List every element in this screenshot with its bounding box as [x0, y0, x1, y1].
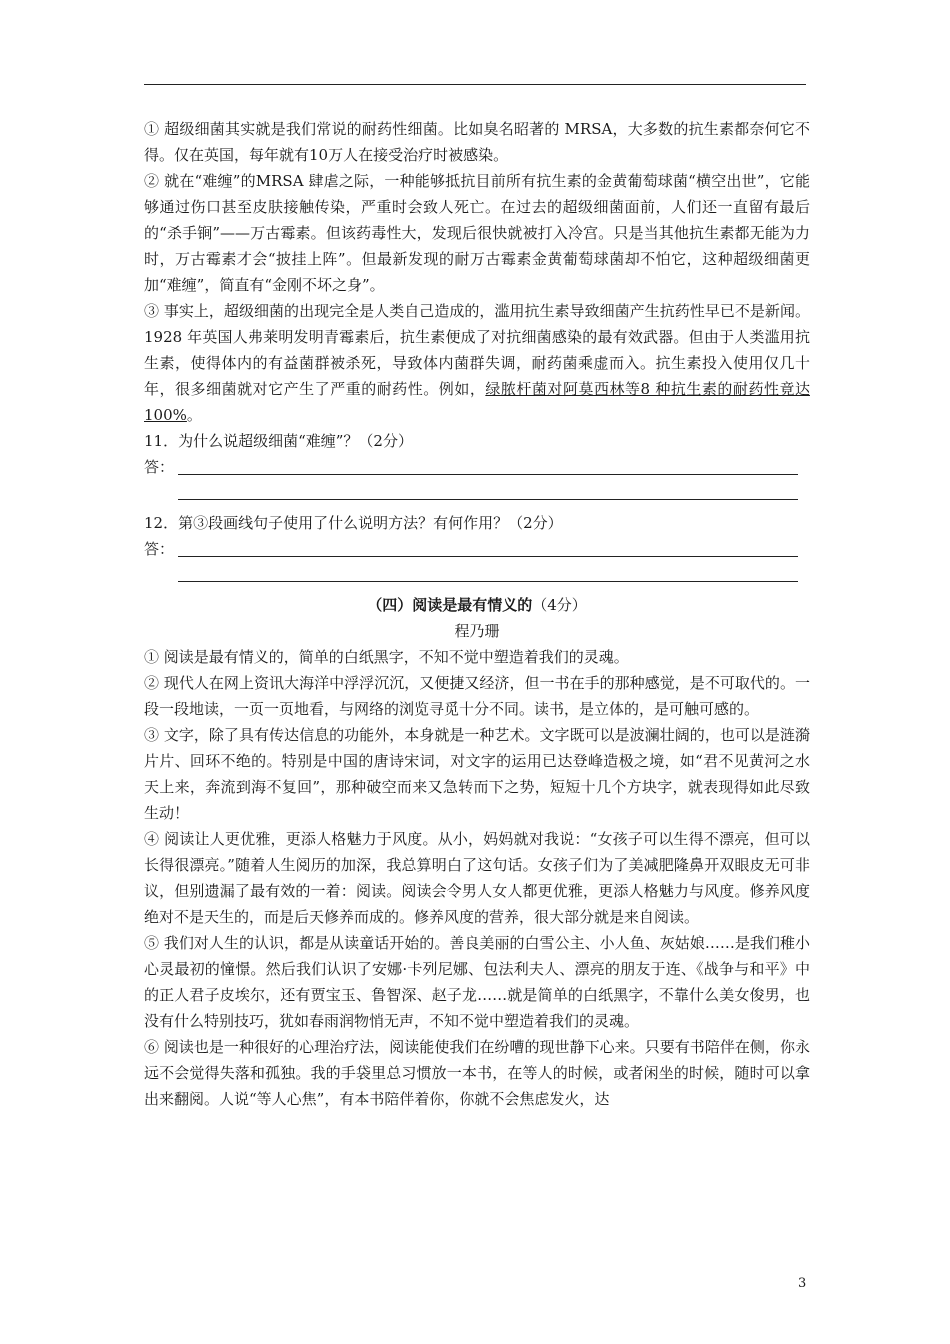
passage3-paragraph-1: ① 超级细菌其实就是我们常说的耐药性细菌。比如臭名昭著的 MRSA，大多数的抗生素都奈何它不得。仅在英国，每年就有10万人在接受治疗时被感染。: [144, 120, 810, 164]
passage3-paragraph-3: [144, 298, 810, 428]
page-number: 3: [798, 1276, 807, 1291]
answer-area-12[interactable]: [144, 536, 810, 588]
passage4-paragraph-1: ① 阅读是最有情义的，简单的白纸黑字，不知不觉中塑造着我们的灵魂。: [144, 648, 629, 666]
answer-line: [178, 581, 798, 582]
author: 程乃珊: [454, 622, 500, 640]
section-title: [144, 592, 810, 618]
passage4-paragraph-2: ② 现代人在网上资讯大海洋中浮浮沉沉，又便捷又经济，但一书在手的那种感觉，是不可取代的。一段一段地读，一页一页地看，与网络的浏览寻觅十分不同。读书，是立体的，是可触可感的。: [144, 674, 810, 718]
question-12: 12．第③段画线句子使用了什么说明方法？有何作用？（2分）: [144, 514, 563, 532]
passage3-paragraph-3-text: ③ 事实上，超级细菌的出现完全是人类自己造成的，滥用抗生素导致细菌产生抗药性早已不是新闻。1928 年英国人弗莱明发明青霉素后，抗生素便成了对抗细菌感染的最有效武器。但由于人类滥用抗生素，使得体内的有益菌群被杀死，导致体内菌群失调，耐药菌乘虚而入。抗生素投入使用仅几十年，很多细菌就对它产生了严重的耐药性。例如，: [144, 302, 810, 398]
passage4-paragraph-6: ⑥ 阅读也是一种很好的心理治疗法，阅读能使我们在纷嘈的现世静下心来。只要有书陪伴在侧，你永远不会觉得失落和孤独。我的手袋里总习惯放一本书，在等人的时候，或者闲坐的时候，随时可以拿出来翻阅。人说“等人心焦”，有本书陪伴着你，你就不会焦虑发火，达: [144, 1038, 810, 1108]
header-rule: [144, 84, 806, 85]
answer-label: 答：: [144, 458, 175, 476]
passage4-paragraph-4: ④ 阅读让人更优雅，更添人格魅力于风度。从小，妈妈就对我说：“女孩子可以生得不漂亮，但可以长得很漂亮。”随着人生阅历的加深，我总算明白了这句话。女孩子们为了美减肥隆鼻开双眼皮无可非议，但别遗漏了最有效的一着：阅读。阅读会令男人女人都更优雅，更添人格魅力与风度。修养风度绝对不是天生的，而是后天修养而成的。修养风度的营养，很大部分就是来自阅读。: [144, 830, 810, 926]
section-title-text: （四）阅读是最有情义的: [367, 596, 533, 614]
passage4-paragraph-5: ⑤ 我们对人生的认识，都是从读童话开始的。善良美丽的白雪公主、小人鱼、灰姑娘……是我们稚小心灵最初的憧憬。然后我们认识了安娜·卡列尼娜、包法利夫人、漂亮的朋友于连、《战争与和平》中的正人君子皮埃尔，还有贾宝玉、鲁智深、赵子龙……就是简单的白纸黑字，不靠什么美女俊男，也没有什么特别技巧，犹如春雨润物悄无声，不知不觉中塑造着我们的灵魂。: [144, 934, 810, 1030]
section-score: （4分）: [532, 596, 587, 614]
answer-line: [178, 474, 798, 475]
passage3-paragraph-3-end: 。: [186, 406, 202, 424]
page-content: [144, 116, 810, 1112]
passage3-paragraph-2: ② 就在“难缠”的MRSA 肆虐之际，一种能够抵抗目前所有抗生素的金黄葡萄球菌“横空出世”，它能够通过伤口甚至皮肤接触传染，严重时会致人死亡。在过去的超级细菌面前，人们还一直留有最后的“杀手锏”——万古霉素。但该药毒性大，发现后很快就被打入冷宫。只是当其他抗生素都无能为力时，万古霉素才会“披挂上阵”。但最新发现的耐万古霉素金黄葡萄球菌却不怕它，这种超级细菌更加“难缠”，简直有“金刚不坏之身”。: [144, 172, 810, 294]
underlined-sentence: 绿脓杆菌对阿莫西林等8 种抗生素的耐药性竟达100%: [144, 380, 810, 424]
answer-label: 答：: [144, 540, 175, 558]
answer-line: [178, 499, 798, 500]
passage4-paragraph-3: ③ 文字，除了具有传达信息的功能外，本身就是一种艺术。文字既可以是波澜壮阔的，也可以是涟漪片片、回环不绝的。特别是中国的唐诗宋词，对文字的运用已达登峰造极之境，如“君不见黄河之水天上来，奔流到海不复回”，那种破空而来又急转而下之势，短短十几个方块字，就表现得如此尽致生动！: [144, 726, 810, 822]
question-11: 11．为什么说超级细菌“难缠”？（2分）: [144, 432, 413, 450]
answer-area-11[interactable]: [144, 454, 810, 506]
answer-line: [178, 556, 798, 557]
